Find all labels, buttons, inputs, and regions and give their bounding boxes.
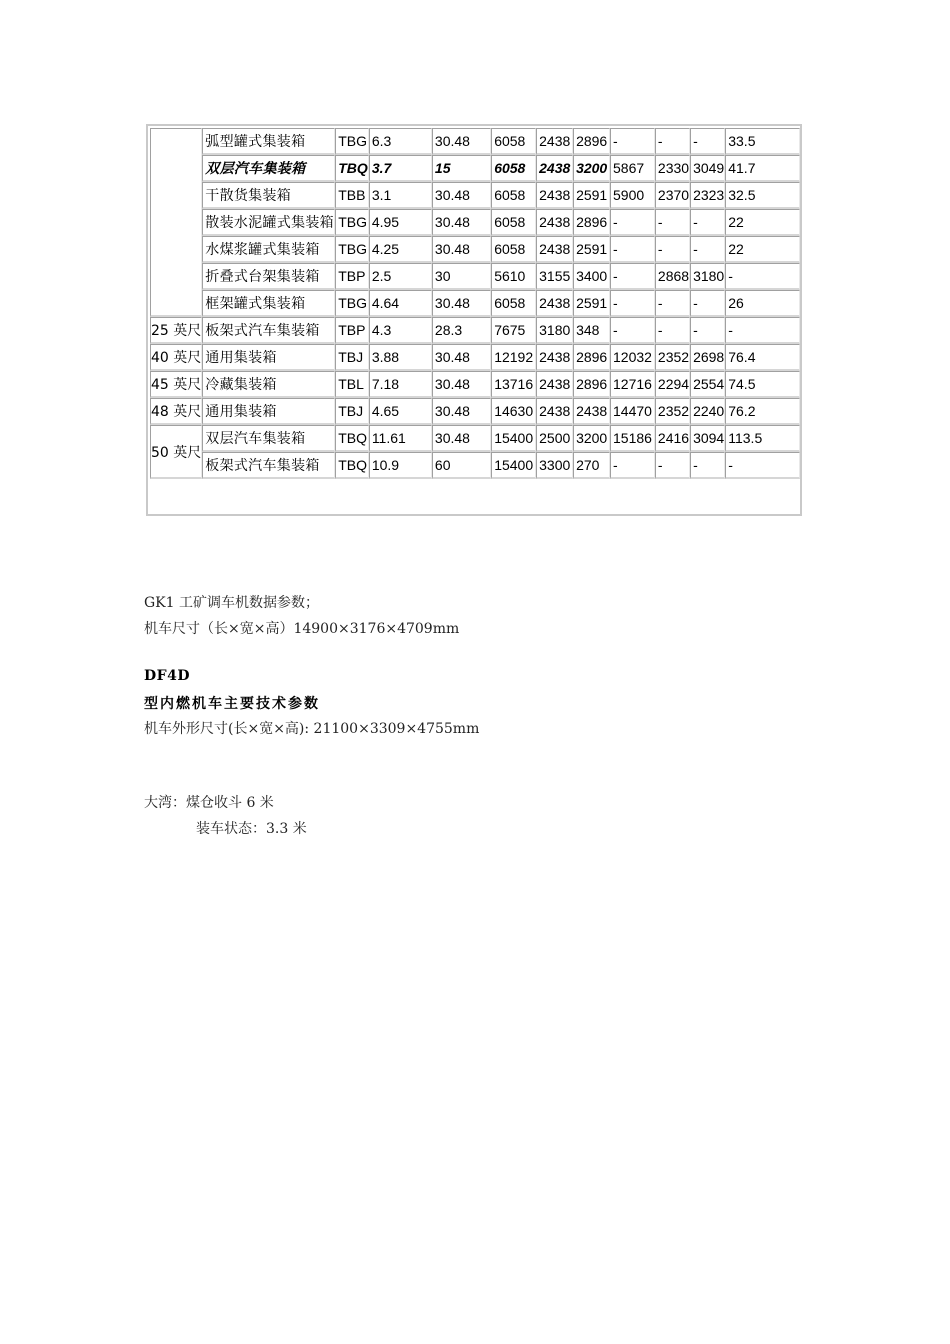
value-cell: 7675	[491, 317, 536, 344]
value-cell: 2240	[690, 398, 725, 425]
value-cell: 113.5	[725, 425, 800, 452]
value-cell: 2591	[573, 182, 610, 209]
table-row	[150, 371, 800, 398]
value-cell: 22	[725, 236, 800, 263]
value-cell: 2438	[573, 398, 610, 425]
gk1-title: GK1 工矿调车机数据参数；	[144, 595, 319, 611]
value-cell: -	[655, 317, 690, 344]
model-cell: TBG	[335, 209, 369, 236]
value-cell: 4.95	[369, 209, 432, 236]
value-cell: 2330	[655, 155, 690, 182]
value-cell: -	[655, 290, 690, 317]
value-cell: 2438	[536, 371, 573, 398]
value-cell: 270	[573, 452, 610, 479]
model-cell: TBQ	[335, 452, 369, 479]
value-cell: 6058	[491, 182, 536, 209]
model-cell: TBJ	[335, 344, 369, 371]
df4d-code: DF4D	[144, 668, 190, 684]
value-cell: 2698	[690, 344, 725, 371]
value-cell: -	[690, 236, 725, 263]
value-cell: 3400	[573, 263, 610, 290]
value-cell: 6058	[491, 128, 536, 155]
model-cell: TBQ	[335, 425, 369, 452]
value-cell: -	[690, 128, 725, 155]
size-cell: 50 英尺	[150, 425, 202, 479]
value-cell: 2352	[655, 344, 690, 371]
name-cell: 干散货集装箱	[202, 182, 335, 209]
value-cell: -	[725, 263, 800, 290]
value-cell: 4.3	[369, 317, 432, 344]
value-cell: 2438	[536, 128, 573, 155]
model-cell: TBP	[335, 317, 369, 344]
value-cell: -	[610, 290, 655, 317]
value-cell: 30.48	[432, 371, 491, 398]
value-cell: -	[655, 236, 690, 263]
df4d-dimensions: 机车外形尺寸(长×宽×高): 21100×3309×4755mm	[144, 721, 480, 737]
value-cell: 2438	[536, 398, 573, 425]
value-cell: 13716	[491, 371, 536, 398]
value-cell: 12716	[610, 371, 655, 398]
size-cell: 40 英尺	[150, 344, 202, 371]
value-cell: -	[655, 452, 690, 479]
table-row	[150, 182, 800, 209]
value-cell: 74.5	[725, 371, 800, 398]
table-row	[150, 209, 800, 236]
value-cell: 6058	[491, 155, 536, 182]
value-cell: 76.4	[725, 344, 800, 371]
value-cell: 30.48	[432, 425, 491, 452]
value-cell: 2554	[690, 371, 725, 398]
value-cell: 4.65	[369, 398, 432, 425]
value-cell: 3.88	[369, 344, 432, 371]
value-cell: 5867	[610, 155, 655, 182]
value-cell: -	[655, 209, 690, 236]
value-cell: 2438	[536, 344, 573, 371]
value-cell: 10.9	[369, 452, 432, 479]
value-cell: 30.48	[432, 128, 491, 155]
table-row	[150, 128, 800, 155]
value-cell: 14470	[610, 398, 655, 425]
value-cell: -	[725, 452, 800, 479]
table-row-highlighted	[150, 155, 800, 182]
loading-line: 装车状态：3.3 米	[196, 821, 307, 837]
gk1-dimensions: 机车尺寸（长×宽×高）14900×3176×4709mm	[144, 621, 460, 637]
df4d-title: 型内燃机车主要技术参数	[144, 696, 320, 712]
value-cell: 2416	[655, 425, 690, 452]
value-cell: 76.2	[725, 398, 800, 425]
model-cell: TBG	[335, 290, 369, 317]
value-cell: 60	[432, 452, 491, 479]
value-cell: 4.64	[369, 290, 432, 317]
value-cell: 6058	[491, 290, 536, 317]
name-cell: 双层汽车集装箱	[202, 155, 335, 182]
table-row	[150, 425, 800, 452]
value-cell: 33.5	[725, 128, 800, 155]
value-cell: 6058	[491, 236, 536, 263]
value-cell: 3200	[573, 425, 610, 452]
value-cell: -	[725, 317, 800, 344]
value-cell: 3094	[690, 425, 725, 452]
value-cell: 2500	[536, 425, 573, 452]
value-cell: 30.48	[432, 236, 491, 263]
value-cell: 30	[432, 263, 491, 290]
name-cell: 通用集装箱	[202, 398, 335, 425]
name-cell: 水煤浆罐式集装箱	[202, 236, 335, 263]
value-cell: -	[610, 209, 655, 236]
value-cell: -	[610, 452, 655, 479]
table-row	[150, 344, 800, 371]
value-cell: 3.7	[369, 155, 432, 182]
value-cell: 2591	[573, 290, 610, 317]
model-cell: TBJ	[335, 398, 369, 425]
model-cell: TBG	[335, 236, 369, 263]
value-cell: 2896	[573, 209, 610, 236]
value-cell: -	[690, 209, 725, 236]
value-cell: 348	[573, 317, 610, 344]
name-cell: 框架罐式集装箱	[202, 290, 335, 317]
value-cell: 5900	[610, 182, 655, 209]
name-cell: 冷藏集装箱	[202, 371, 335, 398]
value-cell: 15400	[491, 452, 536, 479]
value-cell: 7.18	[369, 371, 432, 398]
value-cell: 2438	[536, 182, 573, 209]
value-cell: -	[690, 317, 725, 344]
name-cell: 板架式汽车集装箱	[202, 452, 335, 479]
value-cell: 30.48	[432, 209, 491, 236]
value-cell: 2294	[655, 371, 690, 398]
value-cell: -	[610, 236, 655, 263]
value-cell: 26	[725, 290, 800, 317]
value-cell: 41.7	[725, 155, 800, 182]
value-cell: 30.48	[432, 398, 491, 425]
value-cell: 2896	[573, 371, 610, 398]
value-cell: 3180	[536, 317, 573, 344]
model-cell: TBL	[335, 371, 369, 398]
value-cell: 6.3	[369, 128, 432, 155]
value-cell: 2438	[536, 236, 573, 263]
table-row	[150, 290, 800, 317]
model-cell: TBQ	[335, 155, 369, 182]
value-cell: 12032	[610, 344, 655, 371]
value-cell: 2896	[573, 344, 610, 371]
value-cell: 28.3	[432, 317, 491, 344]
value-cell: 2352	[655, 398, 690, 425]
container-spec-table-frame	[146, 124, 802, 516]
value-cell: 12192	[491, 344, 536, 371]
name-cell: 双层汽车集装箱	[202, 425, 335, 452]
value-cell: 14630	[491, 398, 536, 425]
value-cell: 2868	[655, 263, 690, 290]
value-cell: -	[655, 128, 690, 155]
model-cell: TBP	[335, 263, 369, 290]
table-row	[150, 263, 800, 290]
value-cell: 2438	[536, 209, 573, 236]
name-cell: 板架式汽车集装箱	[202, 317, 335, 344]
value-cell: 32.5	[725, 182, 800, 209]
value-cell: 2.5	[369, 263, 432, 290]
dawan-line: 大湾：煤仓收斗 6 米	[144, 795, 274, 811]
model-cell: TBG	[335, 128, 369, 155]
name-cell: 折叠式台架集装箱	[202, 263, 335, 290]
value-cell: -	[610, 263, 655, 290]
value-cell: -	[690, 290, 725, 317]
value-cell: 2323	[690, 182, 725, 209]
table-row	[150, 452, 800, 479]
value-cell: -	[610, 317, 655, 344]
value-cell: 30.48	[432, 290, 491, 317]
name-cell: 散装水泥罐式集装箱	[202, 209, 335, 236]
value-cell: 15186	[610, 425, 655, 452]
container-spec-table	[150, 128, 800, 479]
value-cell: 6058	[491, 209, 536, 236]
value-cell: -	[690, 452, 725, 479]
name-cell: 通用集装箱	[202, 344, 335, 371]
model-cell: TBB	[335, 182, 369, 209]
size-cell-blank	[150, 128, 202, 317]
size-cell: 25 英尺	[150, 317, 202, 344]
value-cell: 5610	[491, 263, 536, 290]
value-cell: 15400	[491, 425, 536, 452]
value-cell: 3.1	[369, 182, 432, 209]
value-cell: 3049	[690, 155, 725, 182]
value-cell: 3155	[536, 263, 573, 290]
value-cell: 22	[725, 209, 800, 236]
value-cell: 30.48	[432, 182, 491, 209]
value-cell: 4.25	[369, 236, 432, 263]
value-cell: 11.61	[369, 425, 432, 452]
value-cell: 15	[432, 155, 491, 182]
value-cell: 3200	[573, 155, 610, 182]
value-cell: 2438	[536, 290, 573, 317]
value-cell: 3300	[536, 452, 573, 479]
value-cell: 2896	[573, 128, 610, 155]
name-cell: 弧型罐式集装箱	[202, 128, 335, 155]
value-cell: 2370	[655, 182, 690, 209]
value-cell: -	[610, 128, 655, 155]
value-cell: 30.48	[432, 344, 491, 371]
size-cell: 48 英尺	[150, 398, 202, 425]
table-row	[150, 236, 800, 263]
value-cell: 2438	[536, 155, 573, 182]
size-cell: 45 英尺	[150, 371, 202, 398]
value-cell: 3180	[690, 263, 725, 290]
table-row	[150, 317, 800, 344]
value-cell: 2591	[573, 236, 610, 263]
table-row	[150, 398, 800, 425]
